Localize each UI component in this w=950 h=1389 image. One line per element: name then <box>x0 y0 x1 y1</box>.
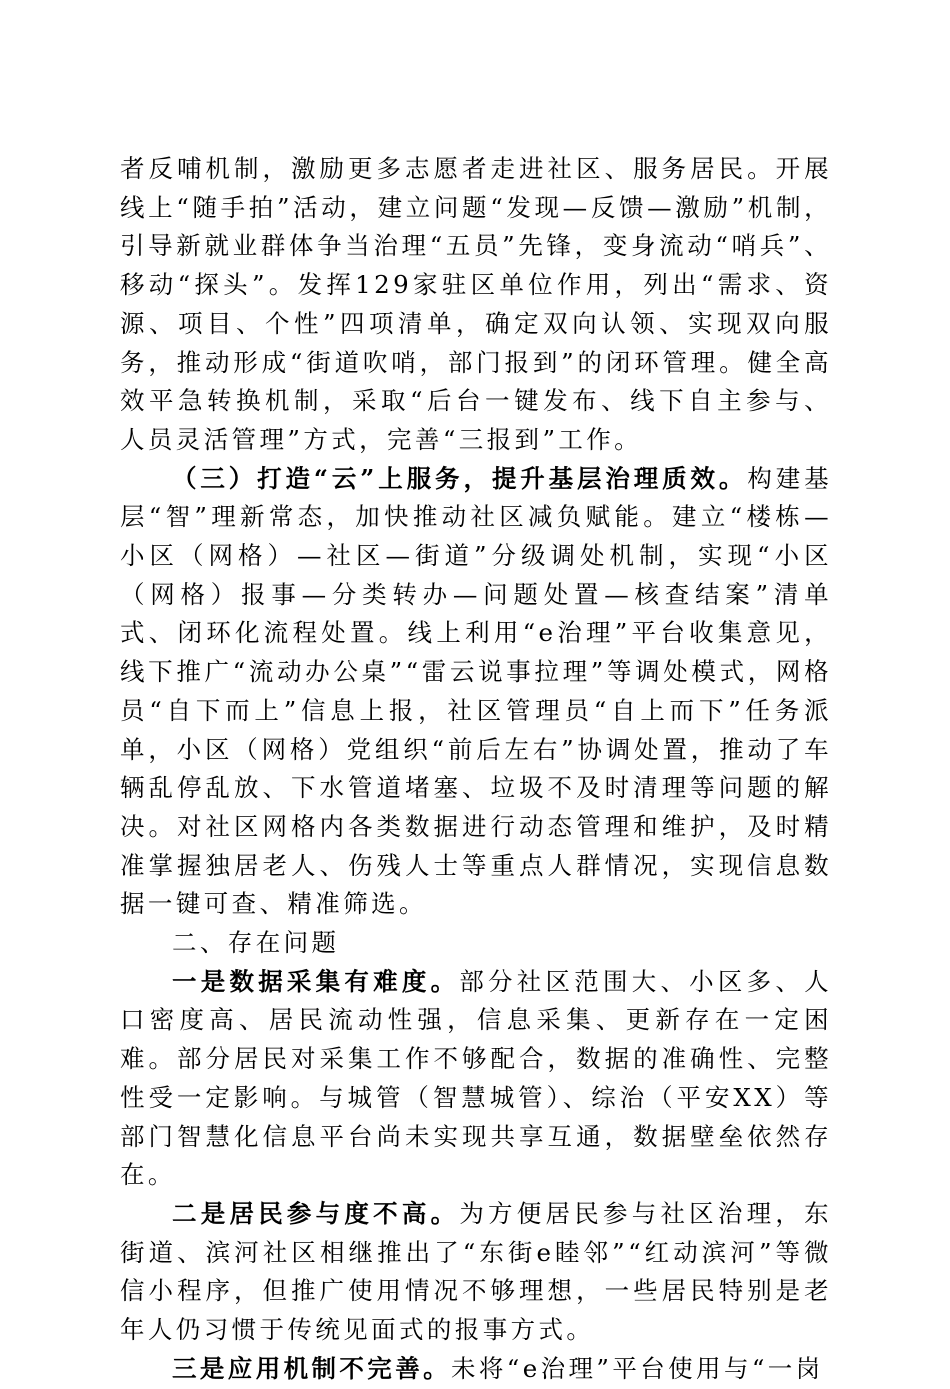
paragraph-resident-participation <box>120 1195 832 1350</box>
paragraph-text: 构建基层“智”理新常态，加快推动社区减负赋能。建立“楼栋—小区（网格）—社区—街道”分级调处机制，实现“小区（网格）报事—分类转办—问题处置—核查结案”清单式、闭环化流程处置。线上利用“e治理”平台收集意见，线下推广“流动办公桌”“雷云说事拉理”等调处模式，网格员“自下而上”信息上报，社区管理员“自上而下”任务派单，小区（网格）党组织“前后左右”协调处置，推动了车辆乱停乱放、下水管道堵塞、垃圾不及时清理等问题的解决。对社区网格内各类数据进行动态管理和维护，及时精准掌握独居老人、伤残人士等重点人群情况，实现信息数据一键可查、精准筛选。 <box>120 463 832 919</box>
paragraph-application-mechanism <box>120 1350 832 1389</box>
document-page <box>120 150 832 1389</box>
paragraph-lead: 二是居民参与度不高。 <box>172 1198 460 1228</box>
paragraph-lead: （三）打造“云”上服务，提升基层治理质效。 <box>172 463 748 493</box>
paragraph-cloud-service <box>120 460 832 924</box>
paragraph-data-collection <box>120 963 832 1195</box>
paragraph-text: 部分社区范围大、小区多、人口密度高、居民流动性强，信息采集、更新存在一定困难。部分居民对采集工作不够配合，数据的准确性、完整性受一定影响。与城管（智慧城管）、综治（平安XX）等部门智慧化信息平台尚未实现共享互通，数据壁垒依然存在。 <box>120 966 833 1190</box>
paragraph-text: 未将“e治理”平台使用与“一岗 <box>451 1353 824 1383</box>
paragraph-lead: 一是数据采集有难度。 <box>172 966 460 996</box>
paragraph-lead: 三是应用机制不完善。 <box>172 1353 451 1383</box>
section-heading: 二、存在问题 <box>172 928 340 958</box>
paragraph-text: 者反哺机制，激励更多志愿者走进社区、服务居民。开展线上“随手拍”活动，建立问题“发现—反馈—激励”机制，引导新就业群体争当治理“五员”先锋，变身流动“哨兵”、移动“探头”。发挥129家驻区单位作用，列出“需求、资源、项目、个性”四项清单，确定双向认领、实现双向服务，推动形成“街道吹哨，部门报到”的闭环管理。健全高效平急转换机制，采取“后台一键发布、线下自主参与、人员灵活管理”方式，完善“三报到”工作。 <box>120 154 832 454</box>
paragraph-volunteer-mechanism <box>120 150 832 460</box>
paragraph-text: 为方便居民参与社区治理，东街道、滨河社区相继推出了“东街e睦邻”“红动滨河”等微信小程序，但推广使用情况不够理想，一些居民特别是老年人仍习惯于传统见面式的报事方式。 <box>120 1198 833 1345</box>
